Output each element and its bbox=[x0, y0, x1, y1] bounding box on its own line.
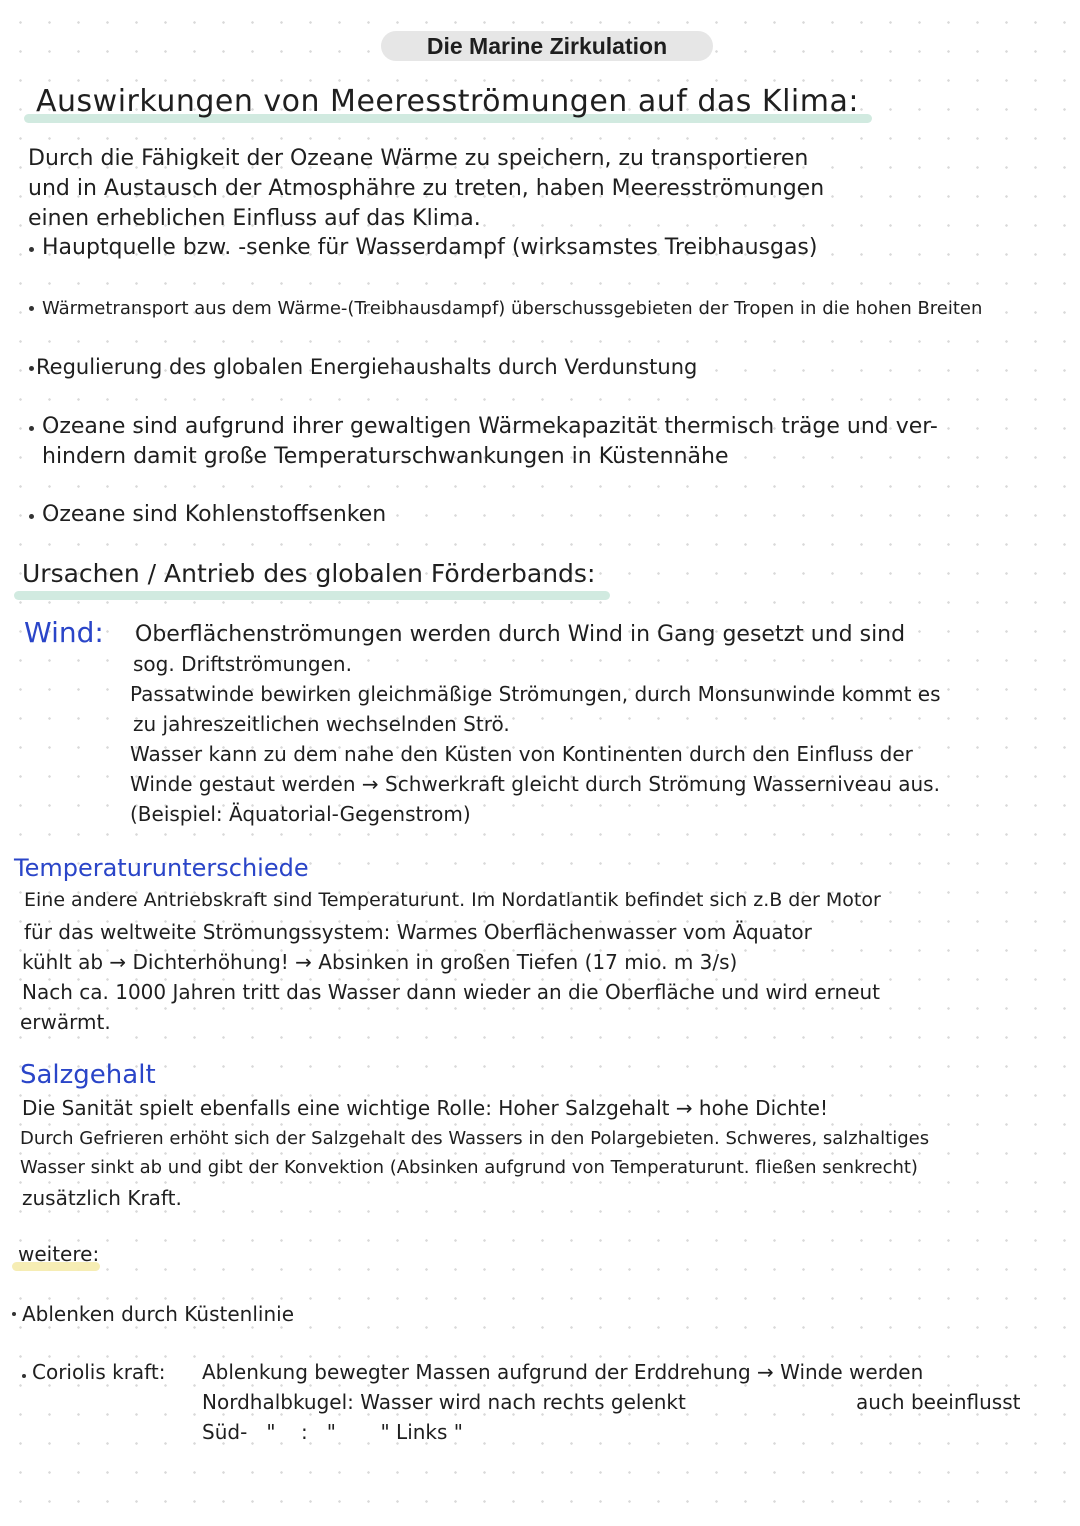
wind-line: zu jahreszeitlichen wechselnden Strö. bbox=[133, 712, 510, 736]
section-heading-effects: Auswirkungen von Meeresströmungen auf das Klima: bbox=[36, 84, 859, 119]
wind-line: sog. Driftströmungen. bbox=[133, 652, 352, 676]
bullet-item: Ozeane sind Kohlenstoffsenken bbox=[42, 502, 387, 527]
salt-line: zusätzlich Kraft. bbox=[22, 1186, 182, 1210]
wind-line: Wasser kann zu dem nahe den Küsten von Kontinenten durch den Einfluss der bbox=[130, 742, 913, 766]
temperature-line: kühlt ab → Dichterhöhung! → Absinken in großen Tiefen (17 mio. m 3/s) bbox=[22, 950, 738, 974]
bullet-item: hindern damit große Temperaturschwankungen in Küstennähe bbox=[42, 444, 729, 469]
heading-highlight bbox=[14, 591, 610, 600]
bullet-dot bbox=[29, 366, 34, 371]
wind-line: Passatwinde bewirken gleichmäßige Strömungen, durch Monsunwinde kommt es bbox=[130, 682, 941, 706]
bullet-dot bbox=[29, 306, 34, 311]
salt-line: Die Sanität spielt ebenfalls eine wichtige Rolle: Hoher Salzgehalt → hohe Dichte! bbox=[22, 1096, 828, 1120]
bullet-dot bbox=[29, 426, 34, 431]
bullet-dot bbox=[29, 514, 34, 519]
further-label: weitere: bbox=[18, 1242, 100, 1266]
bullet-item: Hauptquelle bzw. -senke für Wasserdampf (wirksamstes Treibhausgas) bbox=[42, 235, 818, 260]
intro-line: einen erheblichen Einfluss auf das Klima. bbox=[28, 206, 481, 231]
bullet-item: Regulierung des globalen Energiehaushalts durch Verdunstung bbox=[36, 355, 698, 379]
bullet-dot bbox=[12, 1312, 16, 1316]
bullet-item: Ozeane sind aufgrund ihrer gewaltigen Wärmekapazität thermisch träge und ver- bbox=[42, 414, 938, 439]
temperature-line: Eine andere Antriebskraft sind Temperaturunt. Im Nordatlantik befindet sich z.B der Motor bbox=[24, 889, 881, 911]
section-heading-causes: Ursachen / Antrieb des globalen Förderbands: bbox=[22, 559, 596, 588]
coriolis-aside: auch beeinflusst bbox=[856, 1390, 1021, 1414]
bullet-dot bbox=[22, 1374, 26, 1378]
salt-line: Wasser sinkt ab und gibt der Konvektion (Absinken aufgrund von Temperaturunt. fließen senkrecht) bbox=[20, 1157, 918, 1178]
salt-line: Durch Gefrieren erhöht sich der Salzgehalt des Wassers in den Polargebieten. Schweres, salzhaltiges bbox=[20, 1128, 930, 1149]
intro-line: Durch die Fähigkeit der Ozeane Wärme zu speichern, zu transportieren bbox=[28, 146, 809, 171]
wind-line: (Beispiel: Äquatorial-Gegenstrom) bbox=[130, 802, 471, 826]
temperature-line: erwärmt. bbox=[20, 1010, 111, 1034]
coriolis-label: Coriolis kraft: bbox=[32, 1360, 166, 1384]
intro-line: und in Austausch der Atmosphähre zu treten, haben Meeresströmungen bbox=[28, 176, 825, 201]
wind-line: Winde gestaut werden → Schwerkraft gleicht durch Strömung Wasserniveau aus. bbox=[130, 772, 940, 796]
further-item: Ablenken durch Küstenlinie bbox=[22, 1302, 294, 1326]
salt-label: Salzgehalt bbox=[20, 1060, 156, 1090]
wind-line: Oberflächenströmungen werden durch Wind in Gang gesetzt und sind bbox=[135, 622, 906, 647]
temperature-label: Temperaturunterschiede bbox=[14, 854, 309, 882]
coriolis-line: Ablenkung bewegter Massen aufgrund der Erddrehung → Winde werden bbox=[202, 1360, 924, 1384]
coriolis-line: Süd- " : " " Links " bbox=[202, 1420, 463, 1444]
coriolis-line: Nordhalbkugel: Wasser wird nach rechts gelenkt bbox=[202, 1390, 686, 1414]
page-title: Die Marine Zirkulation bbox=[381, 31, 713, 61]
bullet-item: Wärmetransport aus dem Wärme-(Treibhausdampf) überschussgebieten der Tropen in die hohen Breiten bbox=[42, 298, 983, 319]
bullet-dot bbox=[29, 247, 34, 252]
temperature-line: Nach ca. 1000 Jahren tritt das Wasser dann wieder an die Oberfläche und wird erneut bbox=[22, 980, 881, 1004]
wind-label: Wind: bbox=[24, 616, 104, 649]
temperature-line: für das weltweite Strömungssystem: Warmes Oberflächenwasser vom Äquator bbox=[24, 920, 812, 944]
